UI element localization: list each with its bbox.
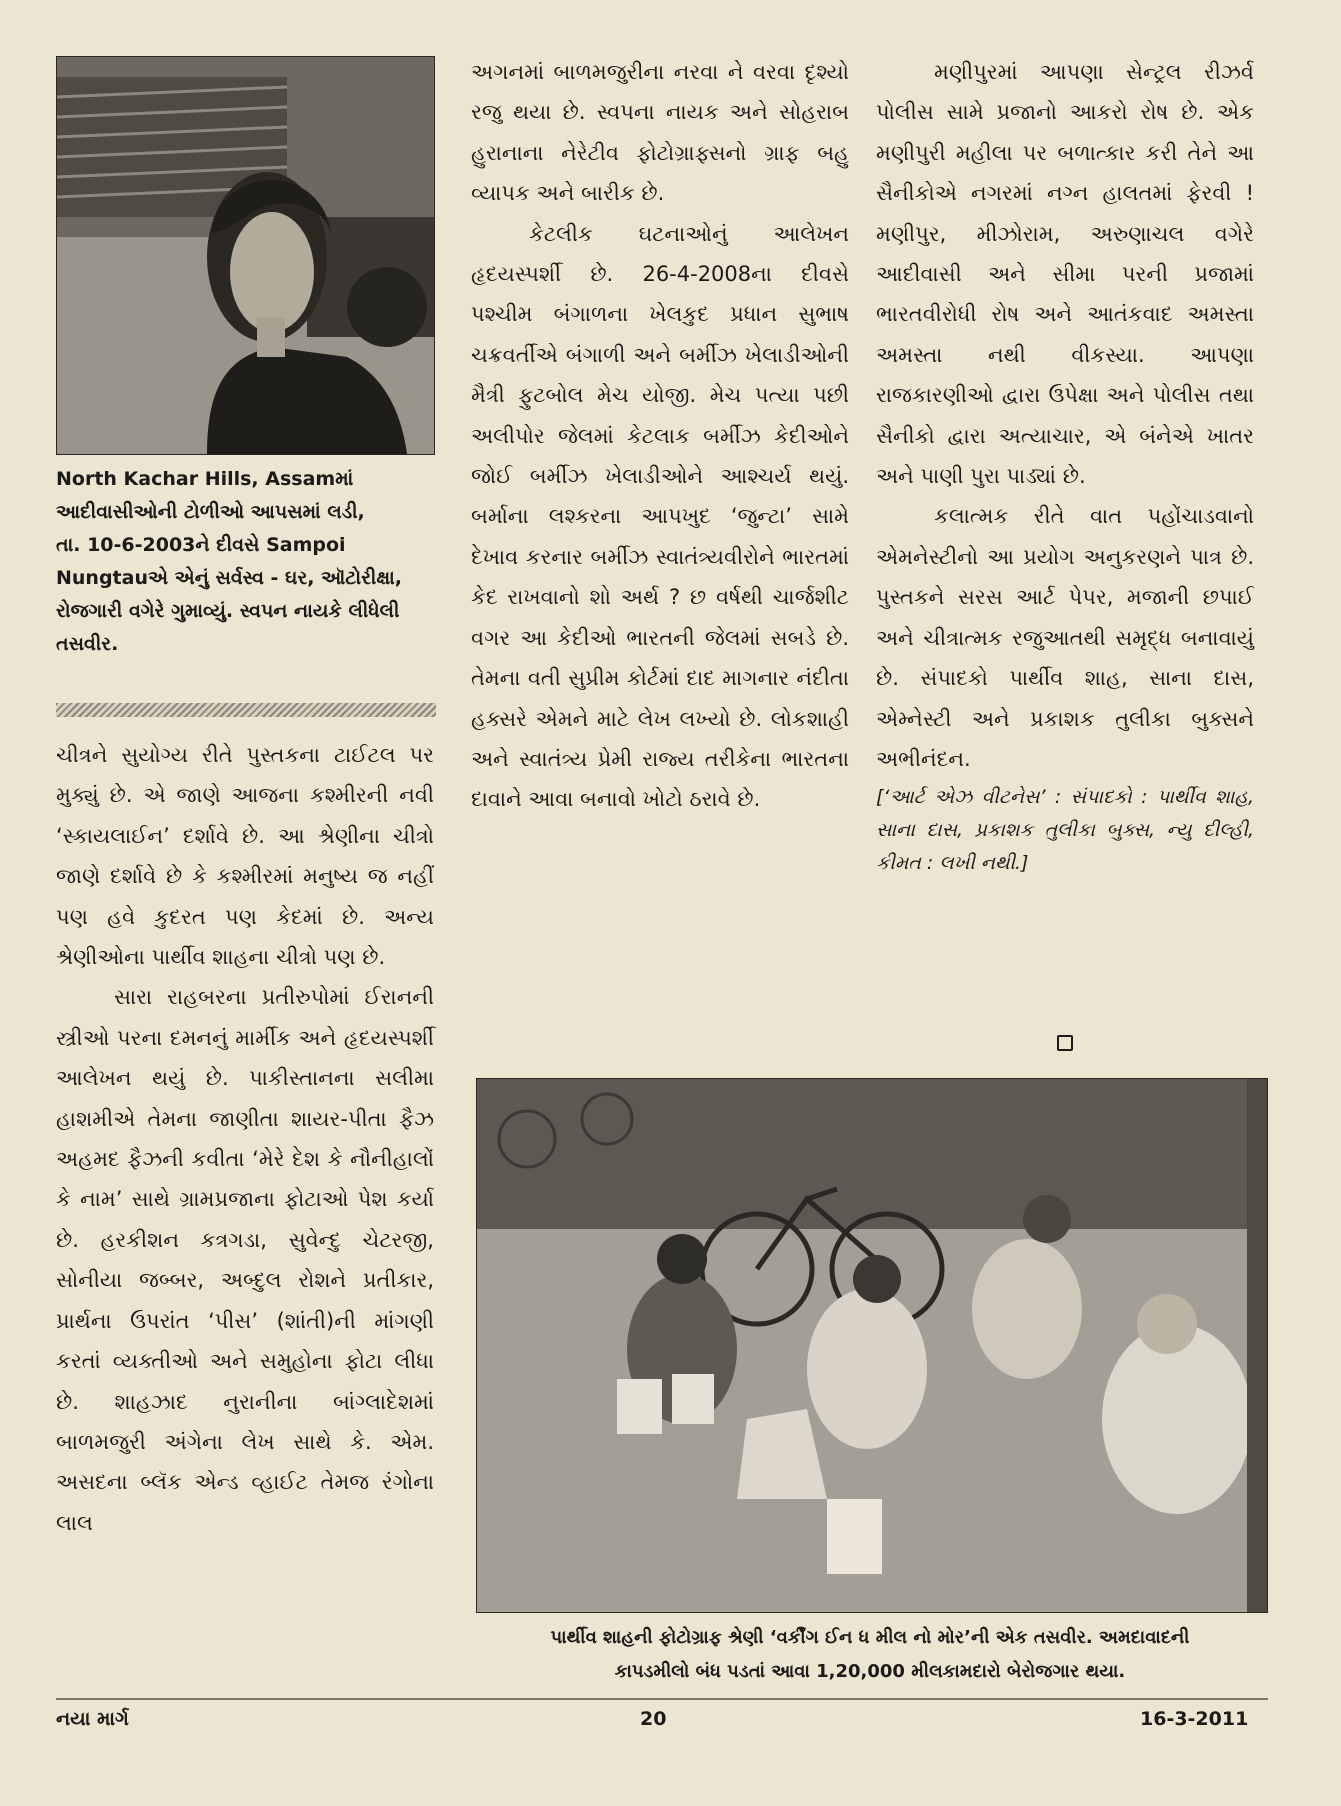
paragraph: મણીપુરમાં આપણા સેન્ટ્રલ રીઝર્વ પોલીસ સામે પ્રજાનો આકરો રોષ છે. એક મણીપુરી મહીલા પર બળાત્કાર કરી તેને આ સૈનીકોએ નગરમાં નગ્ન હાલતમાં ફેરવી ! મણીપુર, મીઝોરામ, અરુણાચલ વગેરે આદીવાસી અને સીમા પરની પ્રજામાં ભારતવીરોધી રોષ અને આતંકવાદ અમસ્તા અમસ્તા નથી વીકસ્યા. આપણા રાજકારણીઓ દ્વારા ઉપેક્ષા અને પોલીસ તથા સૈનીકો દ્વારા અત્યાચાર, એ બંનેએ ખાતર અને પાણી પુરા પાડ્યાં છે. <box>876 60 1254 489</box>
caption-line: પાર્થીવ શાહની ફોટોગ્રાફ શ્રેણી ‘વર્કીંગ ઈન ધ મીલ નો મોર’ની એક તસવીર. અમદાવાદની <box>550 1627 1190 1648</box>
caption-line: Nungtauએ એનું સર્વસ્વ - ઘર, ઑટોરીક્ષા, <box>56 567 403 589</box>
paragraph: સારા રાહબરના પ્રતીરુપોમાં ઈરાનની સ્ત્રીઓ પરના દમનનું માર્મીક અને હૃદયસ્પર્શી આલેખન થયું છે. પાકીસ્તાનના સલીમા હાશમીએ તેમના જાણીતા શાયર-પીતા ફૈઝ અહમદ ફૈઝની કવીતા ‘મેરે દેશ કે નૌનીહાલોં કે નામ’ સાથે ગ્રામપ્રજાના ફોટાઓ પેશ કર્યા છે. હરકીશન કત્રગડા, સુવેન્દુ ચેટરજી, સોનીયા જબ્બર, અબ્દુલ રોશને પ્રતીકાર, પ્રાર્થના ઉપરાંત ‘પીસ’ (શાંતી)ની માંગણી કરતાં વ્યક્તીઓ અને સમુહોના ફોટા લીધા છે. શાહઝાદ નુરાનીના બાંગ્લાદેશમાં બાળમજુરી અંગેના લેખ સાથે કે. એમ. અસદના બ્લૅક એન્ડ વ્હાઈટ તેમજ રંગોના લાલ <box>56 985 434 1535</box>
workers-with-bicycle-photo <box>476 1078 1268 1613</box>
caption-line: North Kachar Hills, Assamમાં <box>56 468 354 490</box>
caption-line: કાપડમીલો બંધ પડતાં આવા 1,20,000 મીલકામદારો બેરોજગાર થયા. <box>614 1661 1126 1682</box>
article-column-3 <box>876 52 1254 880</box>
caption-line: તા. 10-6-2003ને દીવસે Sampoi <box>56 534 346 556</box>
paragraph: કલાત્મક રીતે વાત પહોંચાડવાનો એમનેસ્ટીનો આ પ્રયોગ અનુકરણને પાત્ર છે. પુસ્તકને સરસ આર્ટ પેપર, મજાની છપાઈ અને ચીત્રાત્મક રજુઆતથી સમૃદ્ધ બનાવાયું છે. સંપાદકો પાર્થીવ શાહ, સાના દાસ, એમ્નેસ્ટી અને પ્રકાશક તુલીકા બુક્સને અભીનંદન. <box>876 504 1254 771</box>
caption-line: રોજગારી વગેરે ગુમાવ્યું. સ્વપન નાયકે લીધેલી <box>56 600 400 622</box>
magazine-name: નયા માર્ગ <box>56 1708 129 1730</box>
footer-rule <box>56 1698 1268 1700</box>
issue-date: 16-3-2011 <box>1140 1708 1249 1730</box>
caption-line: તસવીર. <box>56 633 119 655</box>
end-of-article-mark <box>1057 1035 1073 1051</box>
article-column-2 <box>471 52 849 820</box>
book-info: [‘આર્ટ એઝ વીટનેસ’ : સંપાદકો : પાર્થીવ શાહ, સાના દાસ, પ્રકાશક તુલીકા બુક્સ, ન્યુ દીલ્હી, કીમત : લખી નથી.] <box>876 786 1254 875</box>
page-number: 20 <box>640 1708 667 1730</box>
caption-line: આદીવાસીઓની ટોળીઓ આપસમાં લડી, <box>56 501 365 523</box>
woman-portrait-photo <box>56 56 435 455</box>
decorative-divider <box>56 703 436 717</box>
article-column-1 <box>56 735 434 1543</box>
paragraph: ચીત્રને સુયોગ્ય રીતે પુસ્તકના ટાઈટલ પર મુક્યું છે. એ જાણે આજના કશ્મીરની નવી ‘સ્કાયલાઈન’ દર્શાવે છે. આ શ્રેણીના ચીત્રો જાણે દર્શાવે છે કે કશ્મીરમાં મનુષ્ય જ નહીં પણ હવે કુદરત પણ કેદમાં છે. અન્ય શ્રેણીઓના પાર્થીવ શાહના ચીત્રો પણ છે. <box>56 743 434 970</box>
paragraph: અગનમાં બાળમજુરીના નરવા ને વરવા દૃશ્યો રજુ થયા છે. સ્વપના નાયક અને સોહરાબ હુરાનાના નેરેટીવ ફોટોગ્રાફ્સનો ગ્રાફ બહુ વ્યાપક અને બારીક છે. <box>471 60 849 206</box>
paragraph: કેટલીક ઘટનાઓનું આલેખન હૃદયસ્પર્શી છે. 26-4-2008ના દીવસે પશ્ચીમ બંગાળના ખેલકુદ પ્રધાન સુભાષ ચક્રવર્તીએ બંગાળી અને બર્મીઝ ખેલાડીઓની મૈત્રી ફુટબોલ મેચ યોજી. મેચ પત્યા પછી અલીપોર જેલમાં કેટલાક બર્મીઝ કેદીઓને જોઈ બર્મીઝ ખેલાડીઓને આશ્ચર્ય થયું. બર્માના લશ્કરના આપખુદ ‘જુન્ટા’ સામે દેખાવ કરનાર બર્મીઝ સ્વાતંત્ર્યવીરોને ભારતમાં કેદ રાખવાનો શો અર્થ ? છ વર્ષથી ચાર્જશીટ વગર આ કેદીઓ ભારતની જેલમાં સબડે છે. તેમના વતી સુપ્રીમ કોર્ટમાં દાદ માગનાર નંદીતા હક્સરે એમને માટે લેખ લખ્યો છે. લોકશાહી અને સ્વાતંત્ર્ય પ્રેમી રાજ્ય તરીકેના ભારતના દાવાને આવા બનાવો ખોટો ઠરાવે છે. <box>471 221 849 812</box>
top-photo-caption <box>56 463 436 661</box>
bottom-photo-caption <box>470 1621 1270 1689</box>
